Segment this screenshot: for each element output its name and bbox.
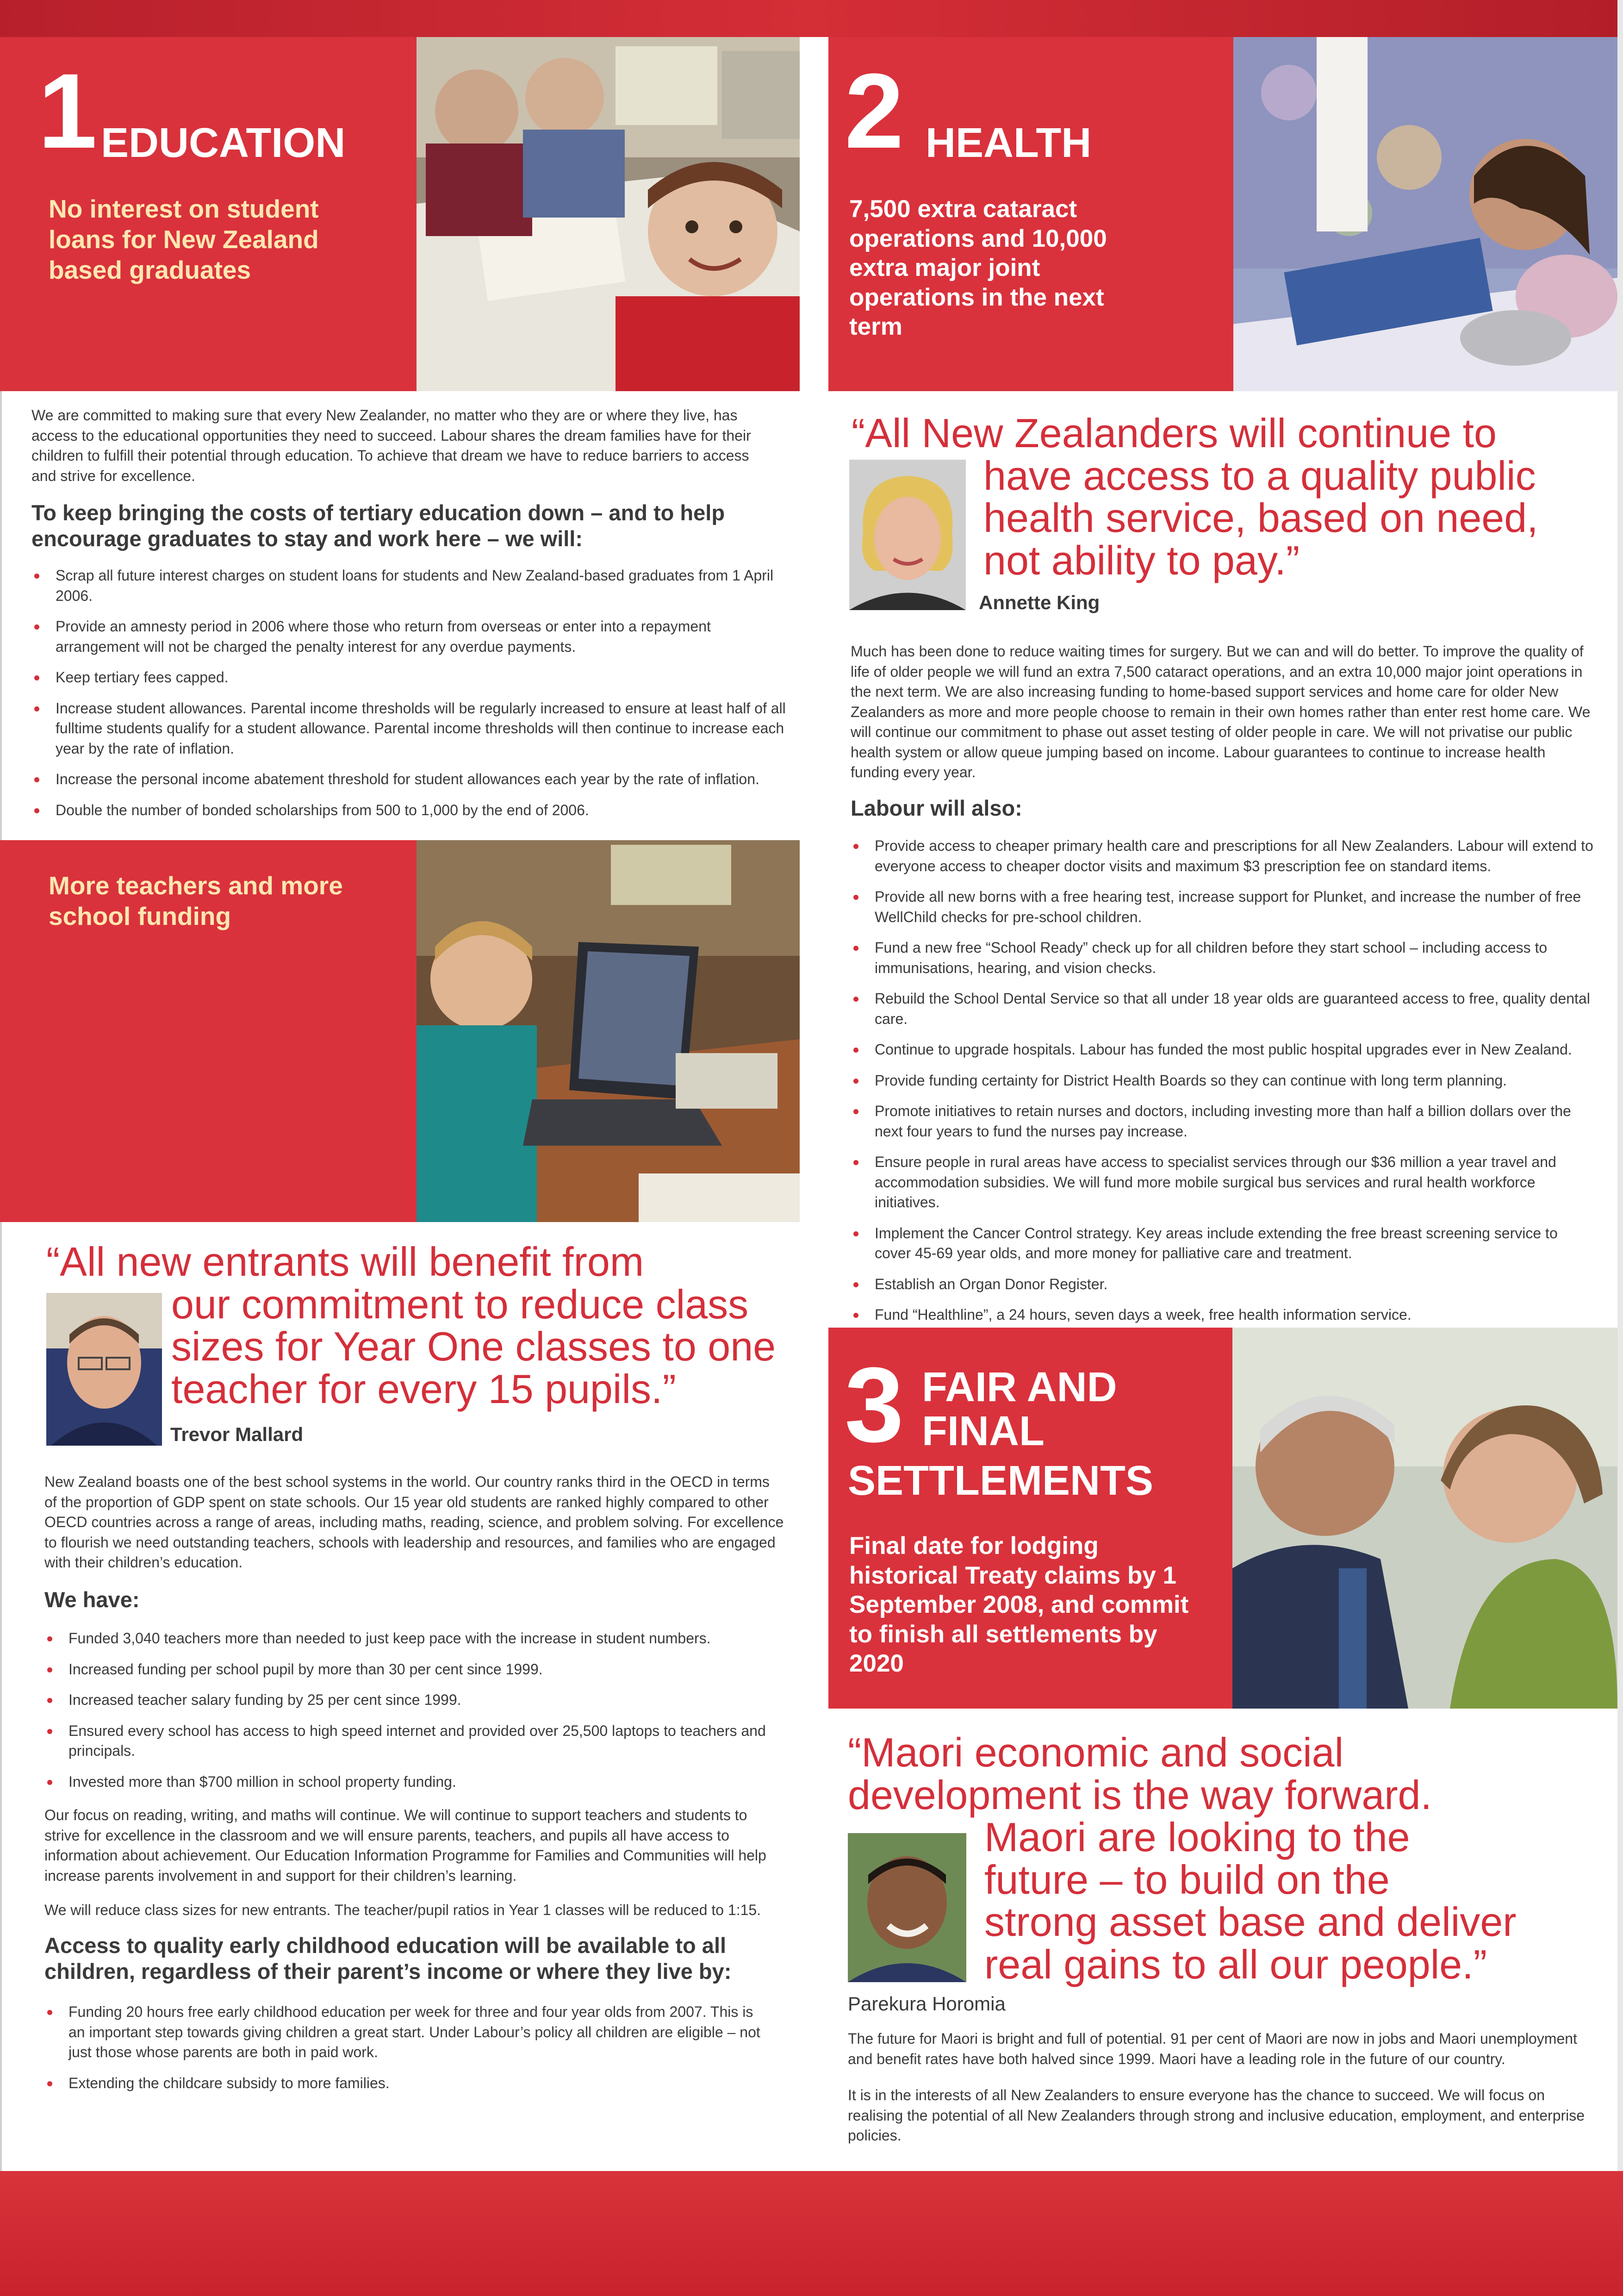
teachers-paragraph-2: We will reduce class sizes for new entrants. The teacher/pupil ratios in Year 1 classes will be reduced to 1:15.	[44, 1902, 761, 1918]
health-section-title: HEALTH	[926, 120, 1092, 166]
list-item: Increase the personal income abatement threshold for student allowances each year by the rate of inflation.	[31, 769, 786, 790]
trevor-mallard-caption: Trevor Mallard	[170, 1423, 304, 1445]
quote-line: “All New Zealanders will continue to	[852, 410, 1497, 456]
settlements-title-bottom: SETTLEMENTS	[848, 1458, 1154, 1504]
page-edge-right	[1617, 0, 1623, 2296]
health-intro: Much has been done to reduce waiting times for surgery. But we can and will do better. To improve the quality of life of older people we will fund an extra 7,500 cataract operations, and an extra 10,000 major joint operations in the next term. We are also increasing funding to home-based support services and home care for older New Zealanders as more and more people choose to remain in their own homes rather than enter rest home care. We will continue our commitment to phase out asset testing of older people in care. We will not privatise our public health system or allow queue jumping based on income. Labour guarantees to continue to increase health funding every year.	[851, 643, 1591, 781]
quote-line: our commitment to reduce class	[171, 1281, 749, 1327]
health-bullet-list	[851, 836, 1593, 1336]
list-item: Fund “Healthline”, a 24 hours, seven days a week, free health information service.	[851, 1305, 1593, 1325]
quote-line: “Maori economic and social	[848, 1729, 1344, 1775]
settlements-paragraph-2: It is in the interests of all New Zealanders to ensure everyone has the chance to succeed. We will focus on realising the potential of all New Zealanders through strong and inclusive education, employment, and enterprise policies.	[848, 2087, 1585, 2144]
settlements-greeting-photo	[1232, 1328, 1617, 1709]
health-heading: Labour will also:	[851, 796, 1022, 820]
bottom-decorative-band	[0, 2171, 1623, 2296]
health-subtitle: 7,500 extra cataract operations and 10,000 extra major joint operations in the next term	[849, 195, 1107, 341]
list-item: Ensured every school has access to high speed internet and provided over 25,500 laptops to teachers and principals.	[44, 1721, 785, 1761]
settlements-subtitle: Final date for lodging historical Treaty claims by 1 September 2008, and commit to finish all settlements by 2020	[849, 1532, 1189, 1678]
quote-line: sizes for Year One classes to one	[171, 1323, 776, 1370]
teachers-intro: New Zealand boasts one of the best school systems in the world. Our country ranks third in the OECD in terms of the proportion of GDP spent on state schools. Our 15 year old students are ranked highly compared to other OECD countries across a range of areas, including maths, reading, science, and problem solving. For excellence to flourish we need outstanding teachers, schools with leadership and resources, and families who are engaged with their children’s education.	[44, 1473, 784, 1571]
teachers-heading: We have:	[44, 1587, 140, 1612]
list-item: Promote initiatives to retain nurses and doctors, including investing more than half a billion dollars over the next four years to fund the nurses pay increase.	[851, 1101, 1593, 1142]
quote-line: strong asset base and deliver	[984, 1899, 1517, 1945]
settlements-section-number: 3	[845, 1345, 904, 1464]
parekura-horomia-caption: Parekura Horomia	[848, 1993, 1006, 2015]
list-item: Continue to upgrade hospitals. Labour has funded the most public hospital upgrades ever in New Zealand.	[851, 1040, 1593, 1060]
list-item: Implement the Cancer Control strategy. Key areas include extending the free breast screening service to cover 45-69 year olds, and more money for palliative care and treatment.	[851, 1223, 1593, 1264]
list-item: Provide an amnesty period in 2006 where those who return from overseas or enter into a repayment arrangement will not be charged the penalty interest for any overdue payments.	[31, 617, 786, 657]
list-item: Ensure people in rural areas have access to specialist services through our $36 million a year travel and accommodation subsidies. We will fund more mobile surgical bus services and rural health workforce initiatives.	[851, 1152, 1593, 1213]
list-item: Increased funding per school pupil by more than 30 per cent since 1999.	[44, 1660, 785, 1680]
education-bullet-list	[31, 566, 786, 831]
quote-line: development is the way forward.	[848, 1772, 1432, 1818]
teachers-subtitle: More teachers and more school funding	[49, 871, 343, 930]
annette-king-caption: Annette King	[979, 592, 1100, 613]
list-item: Increase student allowances. Parental income thresholds will be regularly increased to ensure at least half of all fulltime students qualify for a student allowance. Parental income thresholds will then continue to increase each year by the rate of inflation.	[31, 699, 786, 759]
education-section-number: 1	[38, 51, 97, 170]
list-item: Invested more than $700 million in school property funding.	[44, 1772, 785, 1792]
health-section-number: 2	[845, 51, 904, 170]
quote-line: not ability to pay.”	[983, 537, 1300, 583]
education-intro: We are committed to making sure that every New Zealander, no matter who they are or where they live, has access to the educational opportunities they need to succeed. Labour shares the dream families have for their children to fulfill their potential through education. To achieve that dream we have to reduce barriers to access and strive for excellence.	[31, 407, 751, 484]
annette-king-portrait	[849, 460, 966, 610]
list-item: Establish an Organ Donor Register.	[851, 1274, 1593, 1295]
health-hospital-photo	[1233, 37, 1617, 391]
list-item: Funding 20 hours free early childhood education per week for three and four year olds from 2007. This is an important step towards giving children a great start. Under Labour’s policy all children are eligible – not just those whose parents are both in paid work.	[44, 2002, 766, 2063]
list-item: Extending the childcare subsidy to more families.	[44, 2073, 766, 2094]
settlements-title-top	[922, 1366, 1117, 1453]
list-item: Provide funding certainty for District Health Boards so they can continue with long term planning.	[851, 1071, 1593, 1091]
list-item: Fund a new free “School Ready” check up for all children before they start school – including access to immunisations, hearing, and vision checks.	[851, 938, 1593, 978]
early-childhood-bullet-list	[44, 2002, 766, 2104]
quote-line: future – to build on the	[984, 1856, 1390, 1903]
trevor-mallard-portrait	[46, 1293, 162, 1446]
settlements-title-line: FINAL	[922, 1408, 1045, 1454]
teachers-bullet-list	[44, 1628, 785, 1803]
list-item: Increased teacher salary funding by 25 per cent since 1999.	[44, 1690, 785, 1710]
list-item: Scrap all future interest charges on student loans for students and New Zealand-based graduates from 1 April 2006.	[31, 566, 786, 606]
early-childhood-heading: Access to quality early childhood education will be available to all children, regardless of their parent’s income or where they live by:	[44, 1933, 732, 1984]
list-item: Provide all new borns with a free hearing test, increase support for Plunket, and increase the number of free WellChild checks for pre-school children.	[851, 887, 1593, 927]
education-section-title: EDUCATION	[101, 120, 346, 166]
list-item: Rebuild the School Dental Service so that all under 18 year olds are guaranteed access to free, quality dental care.	[851, 989, 1593, 1029]
parekura-horomia-portrait	[848, 1833, 966, 1982]
settlements-title-line: FAIR AND	[922, 1364, 1117, 1410]
teachers-paragraph-1: Our focus on reading, writing, and maths will continue. We will continue to support teachers and students to strive for excellence in the classroom and we will ensure parents, teachers, and pupils all have access to information about achievement. Our Education Information Programme for Families and Communities will help increase parents involvement in and support for their children’s learning.	[44, 1807, 766, 1884]
teachers-laptop-photo	[417, 840, 800, 1222]
settlements-paragraph-1: The future for Maori is bright and full of potential. 91 per cent of Maori are now in jobs and Maori unemployment and benefit rates have both halved since 1999. Maori have a leading role in the future of our country.	[848, 2030, 1577, 2067]
list-item: Double the number of bonded scholarships from 500 to 1,000 by the end of 2006.	[31, 800, 786, 821]
quote-line: “All new entrants will benefit from	[46, 1239, 644, 1285]
quote-line: Maori are looking to the	[984, 1814, 1410, 1860]
quote-line: health service, based on need,	[983, 495, 1538, 541]
list-item: Provide access to cheaper primary health care and prescriptions for all New Zealanders. Labour will extend to everyone access to cheaper doctor visits and maximum $3 prescription fee on standard items.	[851, 836, 1593, 876]
education-classroom-photo	[417, 37, 800, 391]
list-item: Keep tertiary fees capped.	[31, 668, 786, 688]
education-subtitle: No interest on student loans for New Zealand based graduates	[49, 194, 319, 284]
quote-line: real gains to all our people.”	[984, 1941, 1487, 1987]
quote-line: teacher for every 15 pupils.”	[171, 1366, 676, 1412]
top-decorative-band	[0, 0, 1623, 37]
education-heading: To keep bringing the costs of tertiary education down – and to help encourage graduates to stay and work here – we will:	[31, 500, 725, 551]
list-item: Funded 3,040 teachers more than needed to just keep pace with the increase in student numbers.	[44, 1628, 785, 1649]
quote-line: have access to a quality public	[983, 452, 1536, 499]
